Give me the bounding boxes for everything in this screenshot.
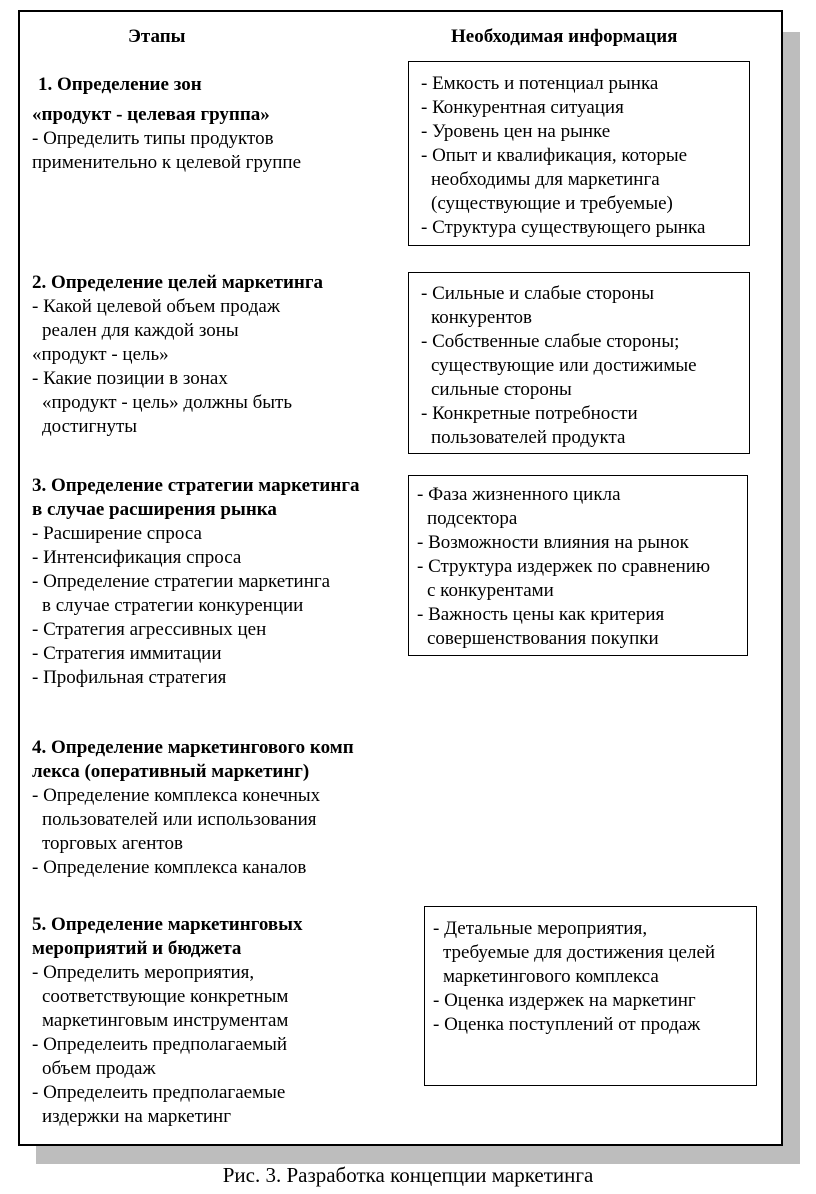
stage-3-line: - Определение стратегии маркетинга (32, 571, 331, 592)
stage-2-line: «продукт - цель» (32, 344, 169, 365)
header-stages: Этапы (128, 26, 186, 47)
stage-2-line: достигнуты (42, 416, 138, 437)
info-1-line: (существующие и требуемые) (431, 193, 673, 214)
stage-1 (32, 73, 402, 175)
info-2-line: - Собственные слабые стороны; (421, 331, 680, 352)
info-2-line: - Конкретные потребности (421, 403, 638, 424)
stage-4 (32, 736, 412, 880)
stage-2-line: реален для каждой зоны (42, 320, 239, 341)
info-3-line: - Фаза жизненного цикла (417, 484, 621, 505)
info-5-line: - Детальные мероприятия, (433, 918, 648, 939)
stage-4-line: торговых агентов (42, 833, 183, 854)
stage-4-title-line: лекса (оперативный маркетинг) (32, 761, 310, 782)
stage-5-line: соответствующие конкретным (42, 986, 289, 1007)
header-info: Необходимая информация (451, 26, 678, 47)
info-1-line: - Емкость и потенциал рынка (421, 73, 659, 94)
stage-5-line: - Определить мероприятия, (32, 962, 255, 983)
stage-3 (32, 474, 412, 690)
info-3-line: с конкурентами (427, 580, 554, 601)
info-2-line: - Сильные и слабые стороны (421, 283, 654, 304)
stage-3-line: - Расширение спроса (32, 523, 202, 544)
stage-3-line: - Интенсификация спроса (32, 547, 242, 568)
info-2-line: конкурентов (431, 307, 533, 328)
info-box-5 (424, 906, 757, 1086)
info-box-2 (408, 272, 750, 454)
info-5-line: - Оценка поступлений от продаж (433, 1014, 701, 1035)
stage-2-line: «продукт - цель» должны быть (42, 392, 293, 413)
info-3-line: - Структура издержек по сравнению (417, 556, 711, 577)
stage-2-title-line: 2. Определение целей маркетинга (32, 272, 324, 293)
info-2-line: сильные стороны (431, 379, 572, 400)
stage-5-line: объем продаж (42, 1058, 156, 1079)
stage-1-line: применительно к целевой группе (32, 152, 301, 173)
stage-3-line: - Профильная стратегия (32, 667, 227, 688)
stage-3-title-line: 3. Определение стратегии маркетинга (32, 475, 360, 496)
stage-4-line: - Определение комплекса каналов (32, 857, 307, 878)
info-3-line: - Важность цены как критерия (417, 604, 665, 625)
info-1-line: необходимы для маркетинга (431, 169, 660, 190)
stage-5 (32, 913, 402, 1129)
info-1-line: - Опыт и квалификация, которые (421, 145, 688, 166)
info-box-3 (408, 475, 748, 656)
stage-5-line: маркетинговым инструментам (42, 1010, 289, 1031)
stage-2-line: - Какой целевой объем продаж (32, 296, 280, 317)
info-5-line: требуемые для достижения целей (443, 942, 716, 963)
info-3-line: подсектора (427, 508, 518, 529)
stage-1-title-line: 1. Определение зон (38, 74, 202, 95)
info-3-line: совершенствования покупки (427, 628, 659, 649)
stage-2-line: - Какие позиции в зонах (32, 368, 228, 389)
stage-2 (32, 271, 402, 439)
stage-1-title-line: «продукт - целевая группа» (32, 104, 270, 125)
stage-5-line: издержки на маркетинг (42, 1106, 232, 1127)
stage-3-line: - Стратегия агрессивных цен (32, 619, 267, 640)
stage-5-title-line: 5. Определение маркетинговых (32, 914, 303, 935)
stage-3-line: - Стратегия иммитации (32, 643, 222, 664)
info-2-line: существующие или достижимые (431, 355, 697, 376)
stage-4-line: пользователей или использования (42, 809, 317, 830)
info-2-line: пользователей продукта (431, 427, 626, 448)
stage-5-line: - Определеить предполагаемый (32, 1034, 288, 1055)
stage-4-title-line: 4. Определение маркетингового комп (32, 737, 354, 758)
stage-3-title-line: в случае расширения рынка (32, 499, 277, 520)
info-1-line: - Уровень цен на рынке (421, 121, 611, 142)
info-5-line: - Оценка издержек на маркетинг (433, 990, 696, 1011)
stage-4-line: - Определение комплекса конечных (32, 785, 321, 806)
info-box-1 (408, 61, 750, 246)
stage-3-line: в случае стратегии конкуренции (42, 595, 304, 616)
info-3-line: - Возможности влияния на рынок (417, 532, 689, 553)
stage-5-title-line: мероприятий и бюджета (32, 938, 242, 959)
figure-caption: Рис. 3. Разработка концепции маркетинга (222, 1163, 594, 1187)
stage-1-line: - Определить типы продуктов (32, 128, 274, 149)
info-5-line: маркетингового комплекса (443, 966, 659, 987)
info-1-line: - Структура существующего рынка (421, 217, 706, 238)
info-1-line: - Конкурентная ситуация (421, 97, 624, 118)
stage-5-line: - Определеить предполагаемые (32, 1082, 286, 1103)
